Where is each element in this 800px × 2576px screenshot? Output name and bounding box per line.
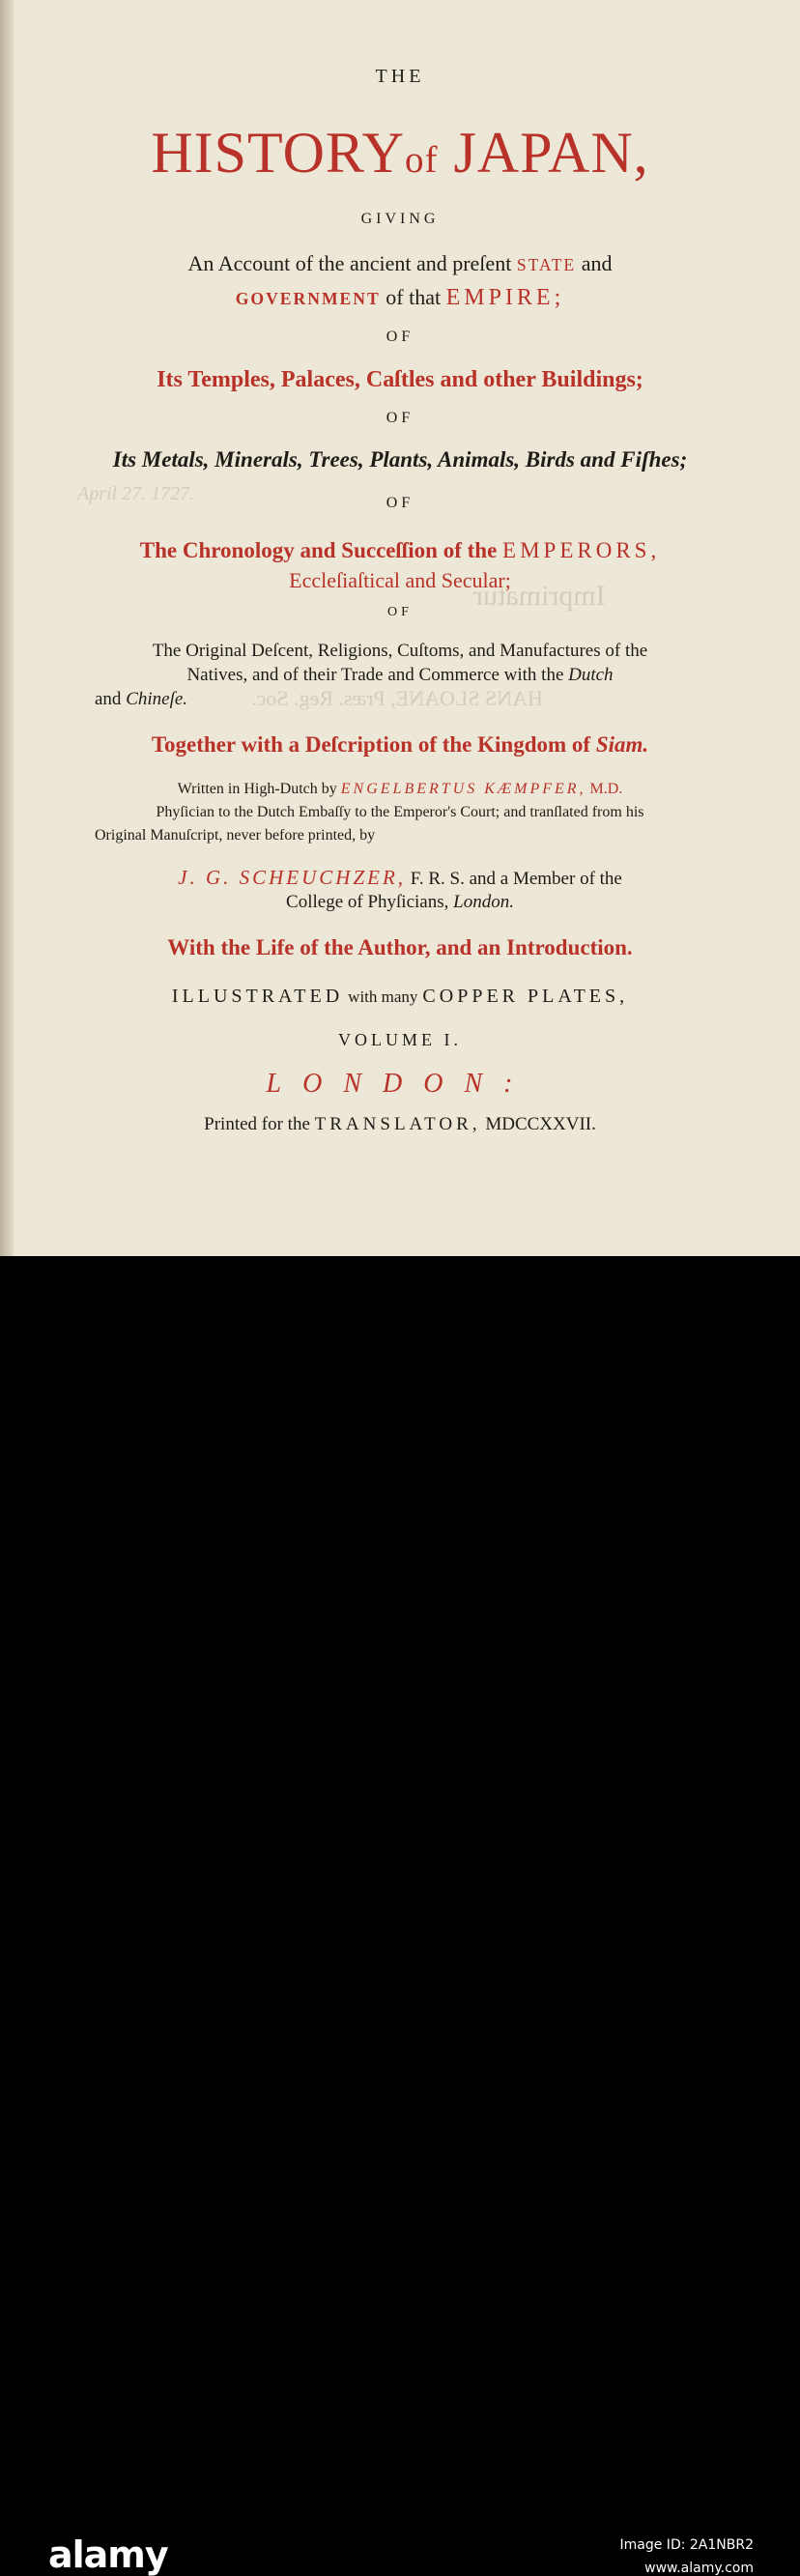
volume-line: VOLUME I.: [338, 1030, 462, 1049]
dutch-word: Dutch: [568, 665, 614, 685]
state-word: STATE: [516, 255, 577, 274]
emperors-word: EMPERORS,: [502, 538, 661, 562]
account-text: An Account of the ancient and preſent: [187, 251, 512, 275]
college-text: College of Phyſicians,: [286, 892, 449, 912]
copper-plates: COPPER PLATES,: [422, 986, 629, 1007]
of-divider-4: OF: [387, 605, 413, 619]
title-history: HISTORY: [151, 121, 405, 185]
translator-name: J. G. SCHEUCHZER,: [178, 866, 407, 889]
bleed-imprimatur: Imprimatur: [473, 580, 606, 612]
written-line-1: [0, 781, 800, 798]
written-text-1: Written in High-Dutch by: [177, 781, 337, 797]
of-that: of that: [386, 285, 442, 309]
chronology-line: [0, 538, 800, 563]
of-divider-3: OF: [386, 495, 414, 511]
illustrated-line: [0, 986, 800, 1008]
of-divider-2: OF: [386, 410, 414, 426]
descent-line-1: The Original Deſcent, Religions, Cuſtoms, and Manufactures of the: [152, 641, 648, 661]
account-line: [0, 251, 800, 276]
written-line-2: Phyſician to the Dutch Embaſſy to the Emperor's Court; and tranſlated from his: [156, 804, 644, 820]
translator-word: TRANSLATOR,: [314, 1114, 481, 1134]
empire-word: EMPIRE;: [445, 285, 565, 310]
printed-line: [0, 1114, 800, 1135]
alamy-logo: alamy: [48, 2533, 168, 2576]
ecclesiastical-line: Eccleſiaſtical and Secular;: [289, 568, 511, 592]
chinese-word: Chineſe.: [126, 689, 188, 709]
college-line: [0, 892, 800, 913]
descent-text-3: and: [95, 689, 122, 709]
together-text: Together with a Deſcription of the Kingdom of: [151, 732, 591, 757]
stock-footer: [0, 1256, 800, 2576]
title-of: of: [404, 139, 439, 181]
together-line: [0, 732, 800, 758]
main-title: [0, 120, 800, 186]
illustrated-word: ILLUSTRATED: [171, 986, 344, 1007]
title-japan: JAPAN,: [453, 121, 649, 185]
date-roman: MDCCXXVII.: [485, 1114, 596, 1134]
author-name: ENGELBERTUS KÆMPFER,: [340, 781, 586, 797]
of-divider-1: OF: [386, 329, 414, 345]
government-word: GOVERNMENT: [235, 289, 381, 308]
college-london: London.: [453, 892, 514, 912]
descent-line-2: [0, 665, 800, 686]
giving: GIVING: [360, 211, 440, 227]
image-id: Image ID: 2A1NBR2: [619, 2537, 754, 2553]
metals-line: Its Metals, Minerals, Trees, Plants, Animals, Birds and Fiſhes;: [112, 447, 688, 472]
with-many: with many: [348, 987, 418, 1006]
site-url: www.alamy.com: [644, 2561, 754, 2576]
md-title: M.D.: [589, 781, 623, 797]
life-line: With the Life of the Author, and an Introduction.: [167, 935, 633, 959]
bleed-hans-sloane: HANS SLOANE, Præs. Reg. Soc.: [251, 686, 543, 710]
translator-credentials: F. R. S. and a Member of the: [410, 869, 622, 889]
descent-line-3: [95, 689, 187, 710]
temples-line: Its Temples, Palaces, Caſtles and other Buildings;: [157, 367, 643, 392]
government-line: [0, 285, 800, 311]
title-page: [0, 0, 800, 1256]
the-heading: THE: [375, 66, 425, 87]
printed-text: Printed for the: [204, 1114, 310, 1134]
bleed-date: April 27. 1727.: [77, 483, 195, 504]
descent-text-2: Natives, and of their Trade and Commerce with the: [186, 665, 564, 685]
written-line-3: Original Manuſcript, never before printed, by: [95, 827, 376, 844]
and-word: and: [581, 251, 613, 275]
london-line: LONDON:: [266, 1069, 534, 1099]
translator-line: [0, 866, 800, 890]
siam-word: Siam.: [595, 732, 649, 757]
chronology-text: The Chronology and Succeſſion of the: [139, 538, 498, 562]
